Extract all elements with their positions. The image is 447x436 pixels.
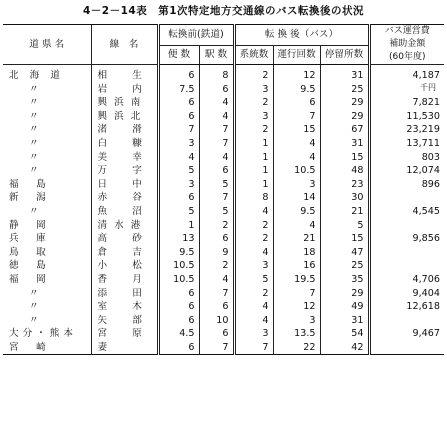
trains-cell: 6 bbox=[158, 110, 199, 124]
stations-cell: 10 bbox=[199, 314, 234, 328]
header-subsidy-line1: バス運営費 bbox=[384, 26, 430, 36]
routes-cell: 1 bbox=[234, 137, 273, 151]
line-name-cell: 添 田 bbox=[91, 287, 158, 301]
line-name-cell: 高 砂 bbox=[91, 232, 158, 246]
prefecture-cell: 〃 bbox=[29, 110, 39, 122]
stations-cell: 4 bbox=[199, 96, 234, 110]
prefecture-cell: 〃 bbox=[29, 287, 39, 299]
stations-cell: 7 bbox=[199, 123, 234, 137]
table-row bbox=[3, 314, 444, 328]
table-row bbox=[3, 232, 444, 246]
stops-cell: 29 bbox=[320, 110, 369, 124]
prefecture-cell: 大分・熊本 bbox=[9, 328, 77, 340]
subsidy-cell: 12,074 bbox=[369, 164, 444, 178]
line-name-cell: 赤 谷 bbox=[91, 191, 158, 205]
stops-cell: 29 bbox=[320, 96, 369, 110]
prefecture-cell: 〃 bbox=[29, 97, 39, 109]
subsidy-cell: 12,618 bbox=[369, 300, 444, 314]
subsidy-cell: 4,706 bbox=[369, 273, 444, 287]
routes-cell: 4 bbox=[234, 246, 273, 260]
trains-cell: 4.5 bbox=[158, 327, 199, 341]
table-row bbox=[3, 300, 444, 314]
table-row bbox=[3, 151, 444, 165]
line-name-cell: 白 糠 bbox=[91, 137, 158, 151]
runs-cell: 3 bbox=[273, 178, 320, 192]
prefecture-cell: 徳 島 bbox=[9, 260, 50, 272]
stations-cell: 2 bbox=[199, 219, 234, 233]
runs-cell: 10.5 bbox=[273, 164, 320, 178]
table-title: 4－2－14表 第1次特定地方交通線のバス転換後の状況 bbox=[82, 5, 365, 17]
routes-cell: 8 bbox=[234, 191, 273, 205]
stations-cell: 8 bbox=[199, 69, 234, 83]
stations-cell: 4 bbox=[199, 273, 234, 287]
routes-cell: 2 bbox=[234, 219, 273, 233]
line-name-cell: 岩 内 bbox=[91, 83, 158, 97]
runs-cell: 6 bbox=[273, 96, 320, 110]
line-name-cell: 万 字 bbox=[91, 164, 158, 178]
prefecture-cell: 〃 bbox=[29, 314, 39, 326]
subsidy-cell bbox=[369, 314, 444, 328]
trains-cell: 3 bbox=[158, 137, 199, 151]
stations-cell: 4 bbox=[199, 151, 234, 165]
trains-cell: 3 bbox=[158, 178, 199, 192]
table-row bbox=[3, 164, 444, 178]
subsidy-cell bbox=[369, 259, 444, 273]
stations-cell: 7 bbox=[199, 341, 234, 355]
line-name-cell: 清 水 港 bbox=[91, 219, 158, 233]
routes-cell: 2 bbox=[234, 123, 273, 137]
line-name-cell: 香 月 bbox=[91, 273, 158, 287]
runs-cell: 7 bbox=[273, 110, 320, 124]
runs-cell: 13.5 bbox=[273, 327, 320, 341]
table-row bbox=[3, 273, 444, 287]
header-stops: 停留所数 bbox=[320, 45, 369, 64]
subsidy-cell: 7,821 bbox=[369, 96, 444, 110]
subsidy-cell: 896 bbox=[369, 178, 444, 192]
runs-cell: 18 bbox=[273, 246, 320, 260]
stops-cell: 31 bbox=[320, 314, 369, 328]
routes-cell: 3 bbox=[234, 83, 273, 97]
subsidy-cell: 9,856 bbox=[369, 232, 444, 246]
runs-cell: 12 bbox=[273, 69, 320, 83]
subsidy-cell: 13,711 bbox=[369, 137, 444, 151]
stations-cell: 6 bbox=[199, 83, 234, 97]
header-line-name: 線 名 bbox=[91, 25, 158, 65]
stations-cell: 2 bbox=[199, 259, 234, 273]
stations-cell: 6 bbox=[199, 327, 234, 341]
trains-cell: 5 bbox=[158, 164, 199, 178]
prefecture-cell: 兵 庫 bbox=[9, 233, 50, 245]
prefecture-cell: 〃 bbox=[29, 165, 39, 177]
trains-cell: 10.5 bbox=[158, 259, 199, 273]
stops-cell: 25 bbox=[320, 259, 369, 273]
trains-cell: 7.5 bbox=[158, 83, 199, 97]
stops-cell: 30 bbox=[320, 191, 369, 205]
header-subsidy-line3: (60年度) bbox=[389, 52, 426, 62]
stops-cell: 15 bbox=[320, 151, 369, 165]
line-name-cell: 妻 bbox=[91, 341, 158, 355]
table-row bbox=[3, 110, 444, 124]
prefecture-cell: 鳥 取 bbox=[9, 246, 50, 258]
runs-cell: 9.5 bbox=[273, 83, 320, 97]
runs-cell: 16 bbox=[273, 259, 320, 273]
trains-cell: 4 bbox=[158, 151, 199, 165]
stops-cell: 48 bbox=[320, 164, 369, 178]
stations-cell: 5 bbox=[199, 205, 234, 219]
prefecture-cell: 〃 bbox=[29, 301, 39, 313]
line-name-cell: 渚 滑 bbox=[91, 123, 158, 137]
runs-cell: 15 bbox=[273, 123, 320, 137]
stations-cell: 7 bbox=[199, 191, 234, 205]
line-name-cell: 興 浜 南 bbox=[91, 96, 158, 110]
stops-cell: 67 bbox=[320, 123, 369, 137]
trains-cell: 6 bbox=[158, 191, 199, 205]
trains-cell: 6 bbox=[158, 300, 199, 314]
prefecture-cell: 〃 bbox=[29, 205, 39, 217]
runs-cell: 12 bbox=[273, 300, 320, 314]
runs-cell: 19.5 bbox=[273, 273, 320, 287]
runs-cell: 22 bbox=[273, 341, 320, 355]
runs-cell: 21 bbox=[273, 232, 320, 246]
stations-cell: 6 bbox=[199, 232, 234, 246]
trains-cell: 6 bbox=[158, 341, 199, 355]
header-trains: 便 数 bbox=[158, 45, 199, 64]
stops-cell: 5 bbox=[320, 219, 369, 233]
table-row bbox=[3, 123, 444, 137]
stops-cell: 23 bbox=[320, 178, 369, 192]
subsidy-cell: 4,545 bbox=[369, 205, 444, 219]
table-row bbox=[3, 137, 444, 151]
trains-cell: 7 bbox=[158, 123, 199, 137]
prefecture-cell: 静 岡 bbox=[9, 219, 50, 231]
header-before-group: 転換前(鉄道) bbox=[158, 25, 234, 46]
line-name-cell: 日 中 bbox=[91, 178, 158, 192]
stations-cell: 9 bbox=[199, 246, 234, 260]
trains-cell: 5 bbox=[158, 205, 199, 219]
routes-cell: 3 bbox=[234, 259, 273, 273]
subsidy-cell: 23,219 bbox=[369, 123, 444, 137]
trains-cell: 6 bbox=[158, 69, 199, 83]
bus-conversion-table bbox=[3, 24, 444, 355]
subsidy-cell: 9,467 bbox=[369, 327, 444, 341]
stations-cell: 6 bbox=[199, 164, 234, 178]
trains-cell: 9.5 bbox=[158, 246, 199, 260]
trains-cell: 13 bbox=[158, 232, 199, 246]
line-name-cell: 室 木 bbox=[91, 300, 158, 314]
table-row bbox=[3, 246, 444, 260]
runs-cell: 14 bbox=[273, 191, 320, 205]
stops-cell: 42 bbox=[320, 341, 369, 355]
header-stations: 駅 数 bbox=[199, 45, 234, 64]
stations-cell: 7 bbox=[199, 137, 234, 151]
trains-cell: 6 bbox=[158, 96, 199, 110]
routes-cell: 5 bbox=[234, 273, 273, 287]
prefecture-cell: 福 岡 bbox=[9, 273, 50, 285]
subsidy-cell bbox=[369, 246, 444, 260]
stations-cell: 7 bbox=[199, 287, 234, 301]
table-row bbox=[3, 69, 444, 83]
header-subsidy bbox=[369, 25, 444, 65]
runs-cell: 4 bbox=[273, 137, 320, 151]
routes-cell: 4 bbox=[234, 300, 273, 314]
subsidy-cell: 4,187 bbox=[369, 69, 444, 83]
table-row bbox=[3, 327, 444, 341]
routes-cell: 2 bbox=[234, 96, 273, 110]
prefecture-cell: 宮 崎 bbox=[3, 341, 91, 355]
routes-cell: 7 bbox=[234, 341, 273, 355]
routes-cell: 3 bbox=[234, 327, 273, 341]
line-name-cell: 美 幸 bbox=[91, 151, 158, 165]
table-row bbox=[3, 178, 444, 192]
stops-cell: 47 bbox=[320, 246, 369, 260]
stops-cell: 54 bbox=[320, 327, 369, 341]
line-name-cell: 興 浜 北 bbox=[91, 110, 158, 124]
stops-cell: 35 bbox=[320, 273, 369, 287]
routes-cell: 2 bbox=[234, 232, 273, 246]
table-row bbox=[3, 341, 444, 355]
table-body bbox=[3, 65, 444, 355]
line-name-cell: 宮 原 bbox=[91, 327, 158, 341]
stations-cell: 4 bbox=[199, 110, 234, 124]
header-routes: 系統数 bbox=[234, 45, 273, 64]
stops-cell: 31 bbox=[320, 69, 369, 83]
subsidy-cell bbox=[369, 219, 444, 233]
routes-cell: 3 bbox=[234, 110, 273, 124]
trains-cell: 6 bbox=[158, 314, 199, 328]
stations-cell: 5 bbox=[199, 178, 234, 192]
subsidy-cell: 803 bbox=[369, 151, 444, 165]
table-row bbox=[3, 287, 444, 301]
subsidy-cell bbox=[369, 341, 444, 355]
table-row bbox=[3, 205, 444, 219]
stops-cell: 31 bbox=[320, 137, 369, 151]
table-row bbox=[3, 219, 444, 233]
header-subsidy-line2: 補助金額 bbox=[389, 39, 426, 49]
prefecture-cell: 〃 bbox=[29, 83, 39, 95]
trains-cell: 6 bbox=[158, 287, 199, 301]
stations-cell: 6 bbox=[199, 300, 234, 314]
prefecture-cell: 新 潟 bbox=[9, 192, 50, 204]
stops-cell: 15 bbox=[320, 232, 369, 246]
subsidy-cell: 9,404 bbox=[369, 287, 444, 301]
prefecture-cell: 〃 bbox=[29, 137, 39, 149]
line-name-cell: 小 松 bbox=[91, 259, 158, 273]
unit-label: 千円 bbox=[420, 83, 436, 92]
routes-cell: 1 bbox=[234, 151, 273, 165]
table-row bbox=[3, 191, 444, 205]
routes-cell: 4 bbox=[234, 205, 273, 219]
prefecture-cell: 北 海 道 bbox=[9, 70, 64, 81]
stops-cell: 21 bbox=[320, 205, 369, 219]
table-row bbox=[3, 83, 444, 97]
stops-cell: 49 bbox=[320, 300, 369, 314]
line-name-cell: 相 生 bbox=[91, 69, 158, 83]
prefecture-cell: 〃 bbox=[29, 151, 39, 163]
stops-cell: 25 bbox=[320, 83, 369, 97]
line-name-cell: 魚 沼 bbox=[91, 205, 158, 219]
runs-cell: 4 bbox=[273, 151, 320, 165]
table-row bbox=[3, 96, 444, 110]
line-name-cell: 矢 部 bbox=[91, 314, 158, 328]
runs-cell: 9.5 bbox=[273, 205, 320, 219]
routes-cell: 2 bbox=[234, 287, 273, 301]
prefecture-cell: 〃 bbox=[29, 124, 39, 136]
routes-cell: 1 bbox=[234, 164, 273, 178]
subsidy-cell: 11,530 bbox=[369, 110, 444, 124]
trains-cell: 1 bbox=[158, 219, 199, 233]
table-row bbox=[3, 259, 444, 273]
routes-cell: 4 bbox=[234, 314, 273, 328]
header-runs: 運行回数 bbox=[273, 45, 320, 64]
header-prefecture: 道 県 名 bbox=[3, 25, 91, 65]
routes-cell: 2 bbox=[234, 69, 273, 83]
subsidy-cell bbox=[369, 191, 444, 205]
runs-cell: 7 bbox=[273, 287, 320, 301]
routes-cell: 1 bbox=[234, 178, 273, 192]
prefecture-cell: 福 島 bbox=[9, 178, 50, 190]
trains-cell: 10.5 bbox=[158, 273, 199, 287]
line-name-cell: 倉 吉 bbox=[91, 246, 158, 260]
header-after-group: 転 換 後（バス） bbox=[234, 25, 369, 46]
runs-cell: 3 bbox=[273, 314, 320, 328]
runs-cell: 4 bbox=[273, 219, 320, 233]
stops-cell: 29 bbox=[320, 287, 369, 301]
